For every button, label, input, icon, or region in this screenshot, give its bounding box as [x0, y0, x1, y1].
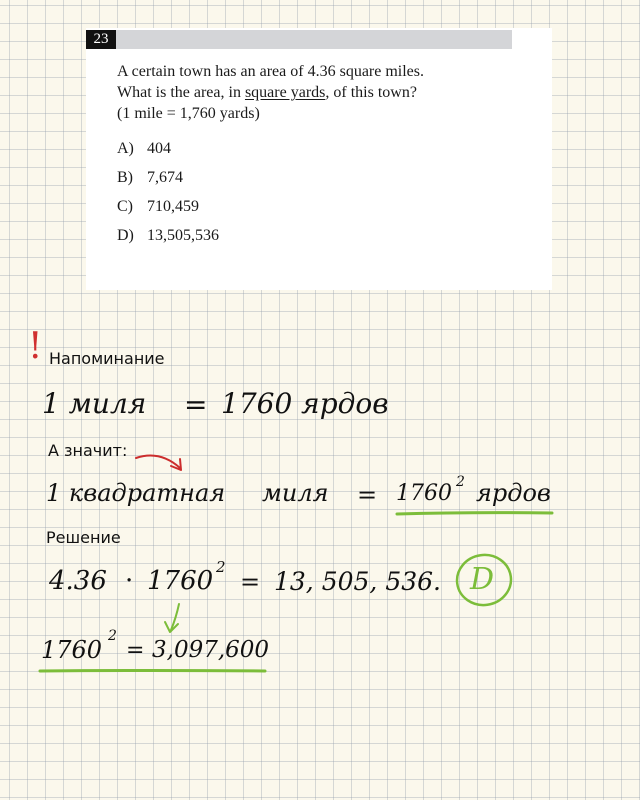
- choice-letter: C): [117, 198, 133, 215]
- exclamation-mark: !: [28, 326, 43, 367]
- question-line-1: A certain town has an area of 4.36 square miles.: [117, 63, 425, 80]
- solution-heading: Решение: [46, 528, 121, 547]
- reminder-left: 1 миля: [42, 387, 147, 420]
- sub-base: 1760: [41, 636, 103, 664]
- green-highlight-square-right: [397, 513, 552, 514]
- choice-value: 7,674: [147, 169, 183, 186]
- choice-value: 13,505,536: [147, 227, 219, 244]
- question-underlined-term: square yards: [244, 84, 326, 101]
- reminder-right: 1760 ярдов: [221, 387, 389, 420]
- solution-area: 4.36: [49, 566, 107, 596]
- choice-value: 404: [147, 140, 171, 157]
- solution-result: 13, 505, 536.: [274, 567, 441, 596]
- choice-letter: B): [117, 169, 133, 186]
- question-number: 23: [86, 30, 116, 49]
- solution-equals: =: [240, 568, 261, 596]
- square-right-base: 1760: [396, 481, 452, 506]
- sub-equals: =: [126, 638, 145, 663]
- question-line-3: (1 mile = 1,760 yards): [117, 105, 260, 122]
- reminder-equals: =: [184, 388, 208, 421]
- choice-letter: A): [117, 140, 134, 157]
- choice-value: 710,459: [147, 198, 199, 215]
- square-mile: миля: [262, 479, 329, 507]
- question-line-2-start: What is the area, in: [117, 84, 245, 101]
- square-right-unit: ярдов: [476, 479, 551, 507]
- sub-exponent: 2: [108, 628, 117, 644]
- question-line-2-end: , of this town?: [325, 84, 417, 101]
- sub-result: 3,097,600: [152, 637, 270, 663]
- solution-multiply-dot: ·: [125, 566, 134, 596]
- reminder-heading: Напоминание: [49, 349, 165, 368]
- square-left: 1 квадратная: [46, 479, 226, 507]
- choice-letter: D): [117, 227, 134, 244]
- solution-factor-base: 1760: [147, 566, 214, 596]
- green-highlight-sub: [40, 671, 265, 672]
- answer-letter: D: [470, 562, 495, 597]
- square-equals: =: [357, 481, 378, 509]
- square-right-exponent: 2: [456, 474, 465, 490]
- therefore-heading: А значит:: [48, 441, 128, 460]
- solution-factor-exponent: 2: [216, 558, 226, 576]
